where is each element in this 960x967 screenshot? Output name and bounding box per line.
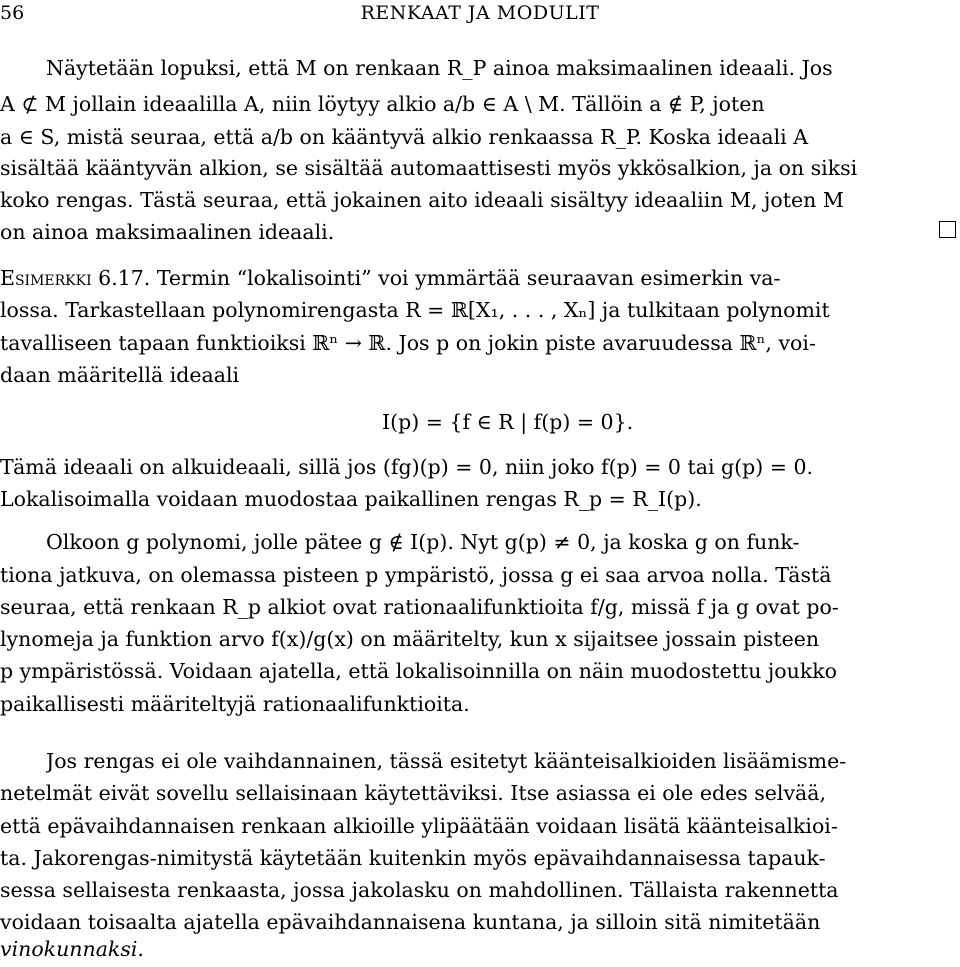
body-line: ta. Jakorengas-nimitystä käytetään kuitenkin myös epävaihdannaisessa tapauk-	[0, 846, 826, 870]
body-line-italic	[0, 931, 960, 967]
running-title: RENKAAT JA MODULIT	[360, 2, 600, 24]
example-line: lynomeja ja funktion arvo f(x)/g(x) on määritelty, kun x sijaitsee jossain pisteen	[0, 627, 820, 651]
body-line: Jos rengas ei ole vaihdannainen, tässä esitetyt käänteisalkioiden lisäämisme-	[46, 749, 847, 773]
example-line: seuraa, että renkaan R_p alkiot ovat rationaalifunktioita f/g, missä f ja g ovat po-	[0, 595, 839, 619]
proof-line: A ⊄ M jollain ideaalilla A, niin löytyy alkio a/b ∈ A \ M. Tällöin a ∉ P, joten	[0, 92, 765, 116]
example-first-line	[0, 260, 960, 296]
body-line: sessa sellaisesta renkaasta, jossa jakolasku on mahdollinen. Tällaista rakennetta	[0, 878, 839, 902]
example-label: Esimerkki 6.17.	[0, 266, 151, 290]
example-line: Termin “lokalisointi” voi ymmärtää seuraavan esimerkin va-	[156, 266, 781, 290]
body-line: että epävaihdannaisen renkaan alkioille ylipäätään voidaan lisätä käänteisalkioi-	[0, 814, 838, 838]
proof-line: Näytetään lopuksi, että M on renkaan R_P ainoa maksimaalinen ideaali. Jos	[46, 56, 833, 80]
proof-line: sisältää kääntyvän alkion, se sisältää automaattisesti myös ykkösalkion, ja on siksi	[0, 156, 858, 180]
running-header	[0, 0, 960, 30]
body-line: voidaan toisaalta ajatella epävaihdannaisena kuntana, ja silloin sitä nimitetään	[0, 910, 821, 934]
example-line: Tämä ideaali on alkuideaali, sillä jos (fg)(p) = 0, niin joko f(p) = 0 tai g(p) = 0.	[0, 455, 814, 479]
example-line: tavalliseen tapaan funktioiksi ℝⁿ → ℝ. Jos p on jokin piste avaruudessa ℝⁿ, voi-	[0, 331, 816, 355]
example-line: paikallisesti määriteltyjä rationaalifunktioita.	[0, 692, 470, 716]
proof-line: koko rengas. Tästä seuraa, että jokainen aito ideaali sisältyy ideaaliin M, joten M	[0, 188, 844, 212]
display-equation: I(p) = {f ∈ R | f(p) = 0}.	[382, 410, 634, 434]
example-line: Lokalisoimalla voidaan muodostaa paikallinen rengas R_p = R_I(p).	[0, 487, 702, 511]
example-line: p ympäristössä. Voidaan ajatella, että lokalisoinnilla on näin muodostettu joukko	[0, 659, 838, 683]
example-line: tiona jatkuva, on olemassa pisteen p ympäristö, jossa g ei saa arvoa nolla. Tästä	[0, 563, 832, 587]
body-line: netelmät eivät sovellu sellaisinaan käytettäviksi. Itse asiassa ei ole edes selvää,	[0, 781, 827, 805]
page-number: 56	[0, 2, 25, 24]
example-line: lossa. Tarkastellaan polynomirengasta R = ℝ[X₁, . . . , Xₙ] ja tulkitaan polynomit	[0, 298, 830, 322]
example-line: daan määritellä ideaali	[0, 363, 240, 387]
italic-term: vinokunnaksi.	[0, 937, 144, 961]
example-line: Olkoon g polynomi, jolle pätee g ∉ I(p). Nyt g(p) ≠ 0, ja koska g on funk-	[46, 530, 800, 554]
proof-line: on ainoa maksimaalinen ideaali.	[0, 220, 335, 244]
proof-line: a ∈ S, mistä seuraa, että a/b on kääntyvä alkio renkaassa R_P. Koska ideaali A	[0, 125, 809, 149]
qed-box-icon	[939, 221, 956, 238]
